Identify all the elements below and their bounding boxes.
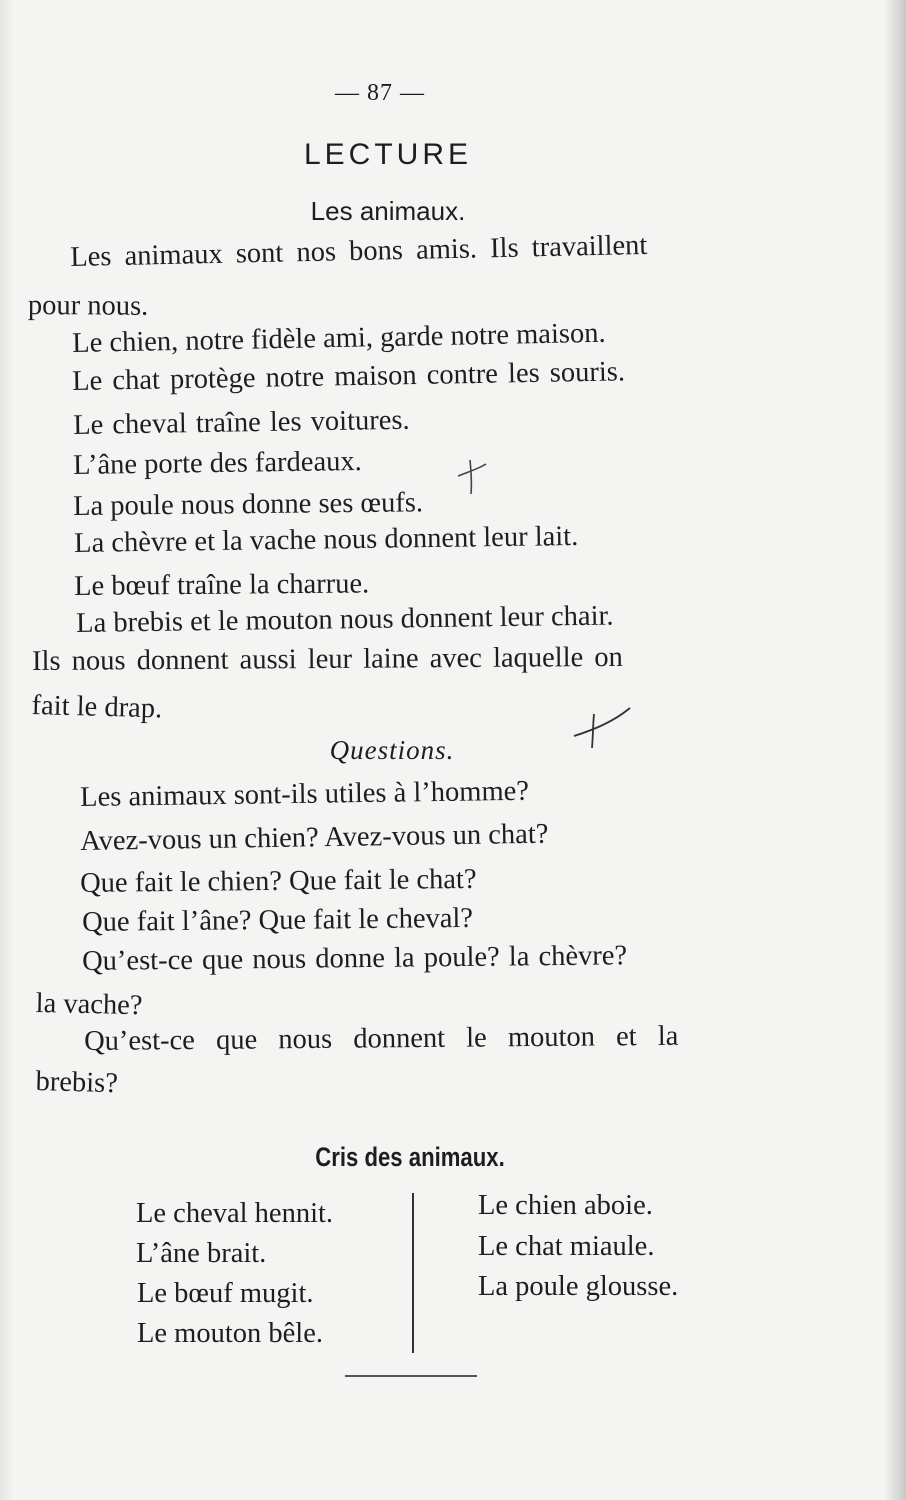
lesson-line: Le bœuf traîne la charrue. bbox=[73, 568, 370, 602]
cries-left-item: L’âne brait. bbox=[136, 1238, 267, 1269]
question-line: Que fait le chien? Que fait le chat? bbox=[79, 863, 477, 899]
cries-right-item: La poule glousse. bbox=[478, 1271, 679, 1302]
lesson-line: L’âne porte des fardeaux. bbox=[72, 445, 362, 481]
questions-title: Questions. bbox=[329, 735, 455, 765]
lesson-line: Les animaux sont nos bons amis. Ils travaillent bbox=[69, 229, 648, 273]
pencil-cross-mark-icon bbox=[450, 452, 490, 497]
lesson-line: Le chat protège notre maison contre les souris. bbox=[71, 356, 626, 397]
lesson-line: La brebis et le mouton nous donnent leur chair. bbox=[75, 600, 614, 639]
lesson-line: fait le drap. bbox=[31, 690, 163, 725]
lesson-line: Le cheval traîne les voitures. bbox=[72, 404, 410, 441]
page-number: — 87 — bbox=[335, 80, 425, 106]
lesson-line: pour nous. bbox=[27, 290, 149, 322]
question-line: la vache? bbox=[35, 988, 143, 1022]
column-divider bbox=[412, 1193, 414, 1353]
question-line: brebis? bbox=[35, 1066, 119, 1100]
lesson-line: La poule nous donne ses œufs. bbox=[72, 487, 424, 522]
end-rule bbox=[345, 1375, 477, 1377]
section-title: LECTURE bbox=[303, 138, 473, 171]
cries-right-item: Le chien aboie. bbox=[478, 1190, 653, 1221]
cries-left-item: Le cheval hennit. bbox=[136, 1198, 334, 1229]
cries-title: Cris des animaux. bbox=[315, 1142, 505, 1172]
cries-right-item: Le chat miaule. bbox=[478, 1231, 655, 1262]
lesson-line: Le chien, notre fidèle ami, garde notre maison. bbox=[71, 317, 606, 359]
question-line: Que fait l’âne? Que fait le cheval? bbox=[81, 902, 474, 938]
cries-left-item: Le bœuf mugit. bbox=[137, 1278, 314, 1309]
question-line: Qu’est-ce que nous donnent le mouton et la bbox=[83, 1020, 679, 1057]
lesson-title: Les animaux. bbox=[310, 196, 466, 226]
cries-left-item: Le mouton bêle. bbox=[137, 1318, 323, 1349]
question-line: Avez-vous un chien? Avez-vous un chat? bbox=[79, 818, 549, 857]
page-edge-shade bbox=[884, 0, 906, 1500]
question-line: Les animaux sont-ils utiles à l’homme? bbox=[79, 775, 530, 813]
lesson-line: La chèvre et la vache nous donnent leur lait. bbox=[73, 520, 579, 559]
question-line: Qu’est-ce que nous donne la poule? la chèvre? bbox=[81, 940, 628, 977]
lesson-line: Ils nous donnent aussi leur laine avec laquelle on bbox=[31, 641, 623, 677]
